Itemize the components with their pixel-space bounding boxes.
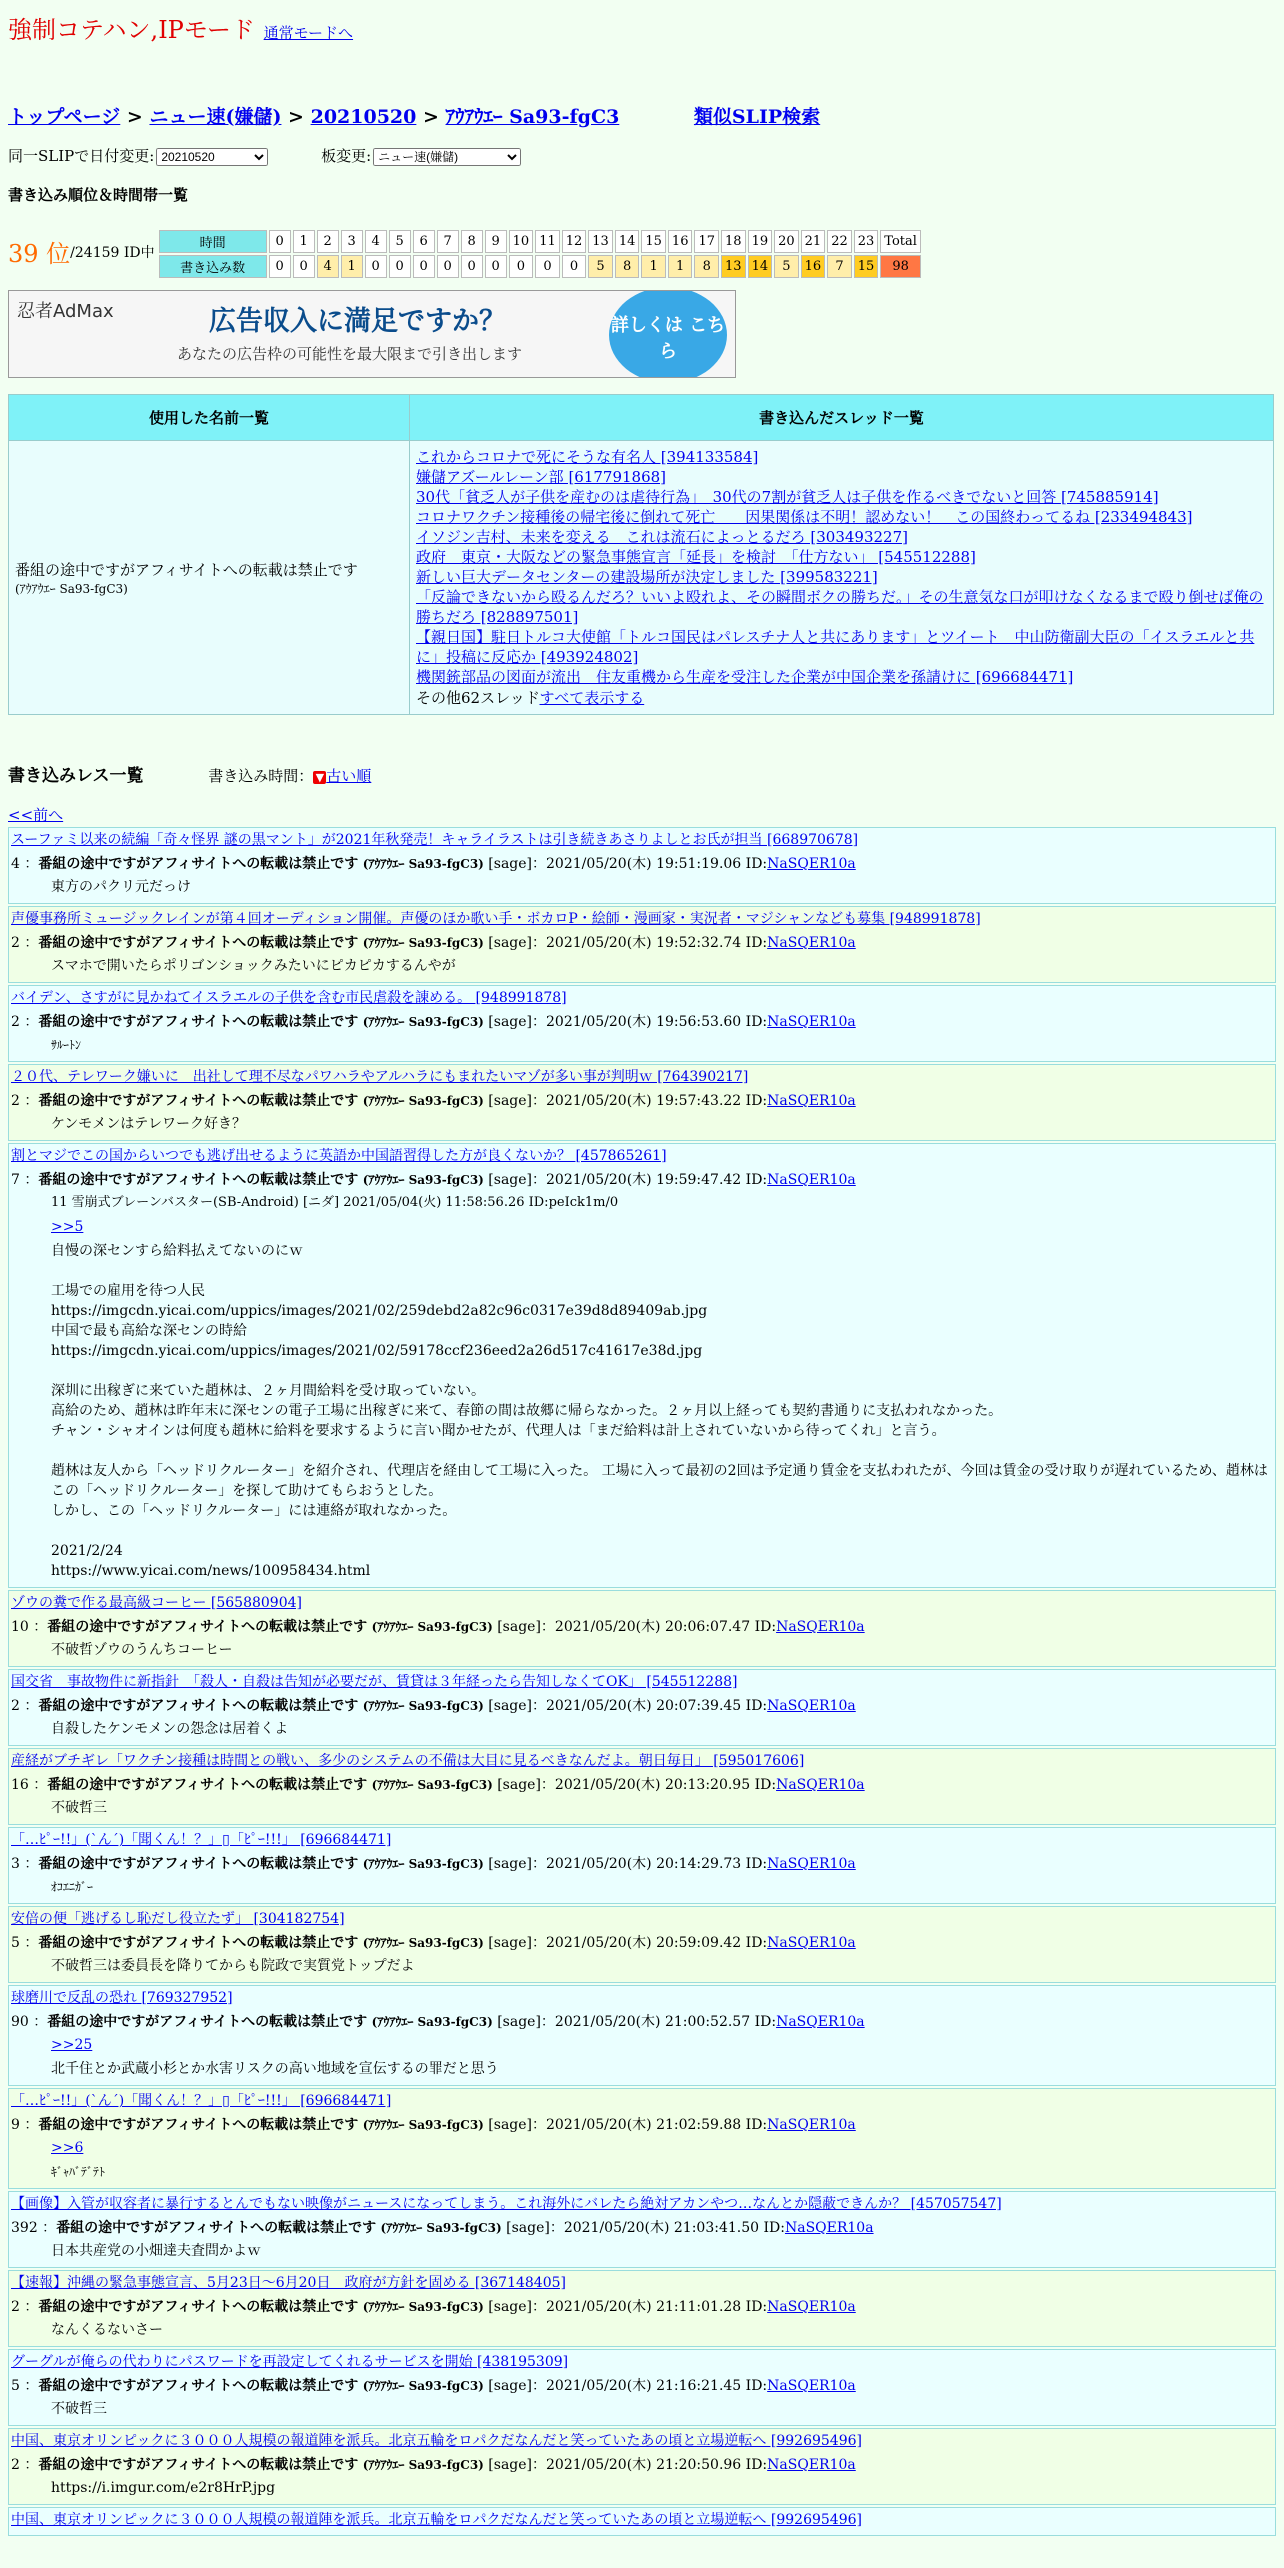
post-thread-link[interactable]: バイデン、さすがに見かねてイスラエルの子供を含む市民虐殺を諌める。 [948991878] <box>11 990 567 1006</box>
date-select[interactable] <box>156 148 268 166</box>
id-prefix: ID: <box>745 2457 768 2473</box>
post-body: 日本共産党の小畑達夫査問かよｗ <box>51 2243 261 2259</box>
post-time: 2021/05/20(木) 19:51:19.06 <box>546 856 742 872</box>
count-cell: 0 <box>535 255 560 278</box>
breadcrumb-top[interactable]: トップページ <box>8 106 121 128</box>
count-cell: 5 <box>588 255 613 278</box>
poster-id-link[interactable]: NaSQER10a <box>767 1014 856 1030</box>
post-item <box>8 906 1276 983</box>
id-prefix: ID: <box>745 2378 768 2394</box>
ad-brand: 忍者AdMax <box>17 301 114 322</box>
sage-tag: [sage] <box>506 2220 550 2236</box>
post-time: 2021/05/20(木) 21:16:21.45 <box>546 2378 742 2394</box>
post-meta: 392 ：番組の途中ですがアフィサイトへの転載は禁止です (ｱｳｱｳｴｰ Sa93-fgC3) [sage]：2021/05/20(木) 21:03:41.50 ID:NaSQER10a <box>11 2220 874 2236</box>
posts-header <box>8 761 1276 786</box>
post-thread-link[interactable]: 中国、東京オリンピックに３０００人規模の報道陣を派兵。北京五輪をロパクだなんだと笑っていたあの頃と立場逆転へ [992695496] <box>11 2433 862 2449</box>
hour-cell: 2 <box>317 230 339 253</box>
post-number: 2 <box>11 2299 20 2315</box>
thread-link[interactable]: これからコロナで死にそうな有名人 [394133584] <box>416 448 759 466</box>
hour-cell: 12 <box>562 230 587 253</box>
hour-cell: 20 <box>774 230 799 253</box>
post-number: 2 <box>11 2457 20 2473</box>
count-cell: 1 <box>668 255 693 278</box>
poster-name: 番組の途中ですがアフィサイトへの転載は禁止です <box>56 2220 377 2236</box>
id-prefix: ID: <box>745 1093 768 1109</box>
post-meta: 9 ：番組の途中ですがアフィサイトへの転載は禁止です (ｱｳｱｳｴｰ Sa93-fgC3) [sage]：2021/05/20(木) 21:02:59.88 ID:NaSQER10a <box>11 2117 856 2133</box>
poster-id-link[interactable]: NaSQER10a <box>767 856 856 872</box>
thread-list <box>416 447 1267 687</box>
post-item <box>8 2428 1276 2505</box>
poster-name: 番組の途中ですがアフィサイトへの転載は禁止です <box>38 935 359 951</box>
poster-name: 番組の途中ですがアフィサイトへの転載は禁止です <box>38 2117 359 2133</box>
poster-name: 番組の途中ですがアフィサイトへの転載は禁止です <box>47 2014 368 2030</box>
post-item <box>8 2349 1276 2426</box>
id-prefix: ID: <box>745 1014 768 1030</box>
count-cell: 15 <box>854 255 879 278</box>
post-body: 自殺したケンモメンの怨念は居着くよ <box>51 1721 289 1737</box>
hour-cell: 9 <box>485 230 507 253</box>
poster-trip: (ｱｳｱｳｴｰ Sa93-fgC3) <box>362 2118 484 2132</box>
sage-tag: [sage] <box>497 1619 541 1635</box>
post-thread-link[interactable]: 「…ﾋﾟｰ!!」(`ん´)「聞くん！？」▯「ﾋﾟｰ!!!」 [696684471] <box>11 2093 392 2109</box>
sage-tag: [sage] <box>488 1093 532 1109</box>
date-select-label: 同一SLIPで日付変更: <box>8 147 155 165</box>
post-thread-link[interactable]: グーグルが俺らの代わりにパスワードを再設定してくれるサービスを開始 [438195309] <box>11 2354 569 2370</box>
post-number: 2 <box>11 1014 20 1030</box>
id-prefix: ID: <box>745 1856 768 1872</box>
post-meta: 7 ：番組の途中ですがアフィサイトへの転載は禁止です (ｱｳｱｳｴｰ Sa93-fgC3) [sage]：2021/05/20(木) 19:59:47.42 ID:NaSQER10a <box>11 1172 856 1188</box>
hour-cell: 8 <box>461 230 483 253</box>
poster-trip: (ｱｳｱｳｴｰ Sa93-fgC3) <box>362 1173 484 1187</box>
id-prefix: ID: <box>763 2220 785 2236</box>
post-time: 2021/05/20(木) 21:03:41.50 <box>563 2220 760 2236</box>
names-col-header: 使用した名前一覧 <box>9 395 410 441</box>
hour-cell: 1 <box>293 230 315 253</box>
poster-name: 番組の途中ですがアフィサイトへの転載は禁止です <box>38 1014 359 1030</box>
post-meta: 10 ：番組の途中ですがアフィサイトへの転載は禁止です (ｱｳｱｳｴｰ Sa93-fgC3) [sage]：2021/05/20(木) 20:06:07.47 ID:NaSQER10a <box>11 1619 865 1635</box>
name-cell <box>9 441 410 715</box>
post-number: 9 <box>11 2117 20 2133</box>
poster-name: 番組の途中ですがアフィサイトへの転載は禁止です <box>47 1777 368 1793</box>
hour-cell: 19 <box>748 230 773 253</box>
post-thread-link[interactable]: 割とマジでこの国からいつでも逃げ出せるように英語か中国語習得した方が良くないか？ [457865261] <box>11 1148 667 1164</box>
poster-id-link[interactable]: NaSQER10a <box>767 2378 856 2394</box>
post-time: 2021/05/20(木) 21:02:59.88 <box>546 2117 742 2133</box>
poster-trip: (ｱｳｱｳｴｰ Sa93-fgC3) <box>362 1699 484 1713</box>
post-meta: 90 ：番組の途中ですがアフィサイトへの転載は禁止です (ｱｳｱｳｴｰ Sa93-fgC3) [sage]：2021/05/20(木) 21:00:52.57 ID:NaSQER10a <box>11 2014 865 2030</box>
poster-trip: (ｱｳｱｳｴｰ Sa93-fgC3) <box>362 936 484 950</box>
poster-name: 番組の途中ですがアフィサイトへの転載は禁止です <box>47 1619 368 1635</box>
post-item <box>8 1906 1276 1983</box>
poster-id-link[interactable]: NaSQER10a <box>767 2299 856 2315</box>
id-prefix: ID: <box>754 2014 777 2030</box>
post-number: 5 <box>11 1935 20 1951</box>
normal-mode-link[interactable]: 通常モードへ <box>263 24 354 42</box>
post-time: 2021/05/20(木) 20:06:07.47 <box>554 1619 751 1635</box>
hour-table <box>157 228 923 280</box>
post-time: 2021/05/20(木) 20:07:39.45 <box>546 1698 742 1714</box>
post-time: 2021/05/20(木) 21:20:50.96 <box>546 2457 742 2473</box>
sage-tag: [sage] <box>497 1777 541 1793</box>
mode-label: 強制コテハン,IPモード <box>8 16 255 44</box>
post-meta: 2 ：番組の途中ですがアフィサイトへの転載は禁止です (ｱｳｱｳｴｰ Sa93-fgC3) [sage]：2021/05/20(木) 19:57:43.22 ID:NaSQER10a <box>11 1093 856 1109</box>
post-body: 自慢の深センすら給料払えてないのにｗ 工場での雇用を待つ人民 https://imgcdn.yicai.com/uppics/images/2021/02/259debd2a82c96c0317e39d8d89409ab.jpg 中国で最も高給な深センの時給 https://imgcdn.yicai.com/uppics/images/2021/02/59178ccf236eed2a26d517c41617e38d.jpg 深圳に出稼ぎに来ていた趙林は、２ヶ月間給料を受け取っていない。 高給のため、趙林は昨年末に深センの電子工場に出稼ぎに来て、春節の間は故郷に帰らなかった。２ヶ月以上経っても契約書通りに支払われなかった。 チャン・シャオインは何度も趙林に給料を要求するように言い聞かせたが、代理人は「まだ給料は計上されていないから待ってくれ」と言う。 趙林は友人から「ヘッドリクルーター」を紹介され、代理店を経由して工場に入った。 工場に入って最初の2回は予定通り賃金を支払われたが、今回は賃金の受け取りが遅れているため、趙林はこの「ヘッドリクルーター」を探して助けてもらおうとした。 しかし、この「ヘッドリクルーター」には連絡が取れなかった。 2021/2/24 https://www.yicai.com/news/100958434.html <box>51 1243 1268 1579</box>
hour-cell: 6 <box>413 230 435 253</box>
count-cell: 0 <box>562 255 587 278</box>
poster-trip: (ｱｳｱｳｴｰ Sa93-fgC3) <box>362 2300 484 2314</box>
poster-id-link[interactable]: NaSQER10a <box>767 1093 856 1109</box>
prev-page-link[interactable]: <<前へ <box>8 806 64 824</box>
sage-tag: [sage] <box>488 856 532 872</box>
selectors <box>8 145 1276 166</box>
id-prefix: ID: <box>745 2117 768 2133</box>
post-time: 2021/05/20(木) 21:00:52.57 <box>554 2014 751 2030</box>
sage-tag: [sage] <box>488 1014 532 1030</box>
threads-cell <box>410 441 1274 715</box>
poster-id-link[interactable]: NaSQER10a <box>776 1777 865 1793</box>
post-thread-link[interactable]: 「…ﾋﾟｰ!!」(`ん´)「聞くん！？」▯「ﾋﾟｰ!!!」 [696684471] <box>11 1832 392 1848</box>
post-time: 2021/05/20(木) 19:59:47.42 <box>546 1172 742 1188</box>
count-cell: 4 <box>317 255 339 278</box>
post-time: 2021/05/20(木) 19:52:32.74 <box>546 935 742 951</box>
sage-tag: [sage] <box>488 2299 532 2315</box>
count-cell: 0 <box>437 255 459 278</box>
posts-title: 書き込みレス一覧 <box>8 766 144 786</box>
post-thread-link[interactable]: 産経がブチギレ「ワクチン接種は時間との戦い、多少のシステムの不備は大目に見るべきなんだよ。朝日毎日」 [595017606] <box>11 1753 805 1769</box>
id-prefix: ID: <box>745 1172 768 1188</box>
count-cell: 14 <box>748 255 773 278</box>
sage-tag: [sage] <box>488 2457 532 2473</box>
quoted-header: 11 雪崩式ブレーンバスター(SB-Android) [ニダ] 2021/05/04(火) 11:58:56.26 ID:peIck1m/0 <box>51 1195 619 1210</box>
poster-trip: (ｱｳｱｳｴｰ Sa93-fgC3) <box>362 2458 484 2472</box>
poster-name: 番組の途中ですがアフィサイトへの転載は禁止です <box>38 2299 359 2315</box>
id-prefix: ID: <box>745 856 768 872</box>
count-cell: 0 <box>293 255 315 278</box>
poster-name: 番組の途中ですがアフィサイトへの転載は禁止です <box>38 2378 359 2394</box>
ranking-row <box>8 230 1276 280</box>
post-meta: 3 ：番組の途中ですがアフィサイトへの転載は禁止です (ｱｳｱｳｴｰ Sa93-fgC3) [sage]：2021/05/20(木) 20:14:29.73 ID:NaSQER10a <box>11 1856 856 1872</box>
count-cell: 0 <box>365 255 387 278</box>
oldest-first-link[interactable]: 古い順 <box>326 767 372 785</box>
post-number: 2 <box>11 1093 20 1109</box>
id-prefix: ID: <box>754 1777 777 1793</box>
post-thread-link[interactable]: 国交省 事故物件に新指針 「殺人・自殺は告知が必要だが、賃貸は３年経ったら告知しなくてOK」 [545512288] <box>11 1674 738 1690</box>
hour-cell: 10 <box>509 230 534 253</box>
poster-id-link[interactable]: NaSQER10a <box>767 1935 856 1951</box>
used-name: 番組の途中ですがアフィサイトへの転載は禁止です <box>15 560 358 579</box>
count-label: 書き込み数 <box>159 255 267 278</box>
more-prefix: その他62スレッド <box>416 689 540 707</box>
post-thread-link[interactable]: 声優事務所ミュージックレインが第４回オーディション開催。声優のほか歌い手・ボカロP・絵師・漫画家・実況者・マジシャンなども募集 [948991878] <box>11 911 981 927</box>
poster-id-link[interactable]: NaSQER10a <box>776 2014 865 2030</box>
count-cell: 1 <box>641 255 666 278</box>
ad-cta[interactable]: 詳しくは こちら <box>609 290 727 378</box>
post-item <box>8 985 1276 1062</box>
time-order-label: 書き込み時間： <box>208 767 314 785</box>
poster-id-link[interactable]: NaSQER10a <box>767 1698 856 1714</box>
ad-banner[interactable] <box>8 290 736 378</box>
post-meta: 5 ：番組の途中ですがアフィサイトへの転載は禁止です (ｱｳｱｳｴｰ Sa93-fgC3) [sage]：2021/05/20(木) 20:59:09.42 ID:NaSQER10a <box>11 1935 856 1951</box>
id-prefix: ID: <box>745 1698 768 1714</box>
breadcrumb-date[interactable]: 20210520 <box>310 106 417 128</box>
post-time: 2021/05/20(木) 21:11:01.28 <box>546 2299 742 2315</box>
post-item <box>8 1064 1276 1141</box>
sort-down-icon: ▼ <box>313 771 326 784</box>
post-meta: 4 ：番組の途中ですがアフィサイトへの転載は禁止です (ｱｳｱｳｴｰ Sa93-fgC3) [sage]：2021/05/20(木) 19:51:19.06 ID:NaSQER10a <box>11 856 856 872</box>
ad-tagline: あなたの広告枠の可能性を最大限まで引き出します <box>177 345 523 363</box>
count-cell: 5 <box>774 255 799 278</box>
poster-trip: (ｱｳｱｳｴｰ Sa93-fgC3) <box>362 1936 484 1950</box>
post-body: https://i.imgur.com/e2r8HrP.jpg <box>51 2480 276 2496</box>
count-cell: 7 <box>827 255 852 278</box>
ranking-title: 書き込み順位＆時間帯一覧 <box>8 186 189 204</box>
post-body: なんくるないさー <box>51 2322 163 2338</box>
hour-cell: 16 <box>668 230 693 253</box>
hour-cell: 23 <box>854 230 879 253</box>
board-select-label: 板変更: <box>321 147 372 165</box>
post-thread-link[interactable]: スーファミ以来の続編「奇々怪界 謎の黒マント」が2021年秋発売！キャライラストは引き続きあさりよしとお氏が担当 [668970678] <box>11 832 859 848</box>
poster-trip: (ｱｳｱｳｴｰ Sa93-fgC3) <box>371 1778 493 1792</box>
thread-link[interactable]: コロナワクチン接種後の帰宅後に倒れて死亡 因果関係は不明！認めない！ この国終わってるね [233494843] <box>416 508 1193 526</box>
poster-name: 番組の途中ですがアフィサイトへの転載は禁止です <box>38 1093 359 1109</box>
post-number: 90 <box>11 2014 29 2030</box>
poster-trip: (ｱｳｱｳｴｰ Sa93-fgC3) <box>371 1620 493 1634</box>
hour-cell: 3 <box>341 230 363 253</box>
hour-cell: Total <box>880 230 921 253</box>
poster-id-link[interactable]: NaSQER10a <box>767 1856 856 1872</box>
post-item <box>8 827 1276 904</box>
breadcrumb-sep: > <box>281 106 311 128</box>
hour-cell: 15 <box>641 230 666 253</box>
hour-cell: 18 <box>721 230 746 253</box>
post-body: ｵｺｴﾆｶﾞｰ <box>51 1880 94 1894</box>
id-prefix: ID: <box>754 1619 777 1635</box>
post-body: 不破哲三 <box>51 2401 107 2417</box>
poster-id-link[interactable]: NaSQER10a <box>776 1619 865 1635</box>
thread-link[interactable]: 嫌儲アズールレーン部 [617791868] <box>416 468 667 486</box>
hour-cell: 7 <box>437 230 459 253</box>
post-body: ｻﾙｰﾄﾝ <box>51 1038 82 1052</box>
thread-link[interactable]: 政府 東京・大阪などの緊急事態宣言「延長」を検討 「仕方ない」 [545512288] <box>416 548 976 566</box>
post-body: 不破哲ゾウのうんちコーヒー <box>51 1642 233 1658</box>
count-cell: 0 <box>509 255 534 278</box>
post-thread-link[interactable]: 球磨川で反乱の恐れ [769327952] <box>11 1990 233 2006</box>
post-number: 16 <box>11 1777 29 1793</box>
breadcrumb <box>8 102 1276 129</box>
show-all-link[interactable]: すべて表示する <box>539 689 645 707</box>
breadcrumb-sep: > <box>416 106 446 128</box>
thread-link[interactable]: 「反論できないから殴るんだろ？いいよ殴れよ、その瞬間ボクの勝ちだ。」その生意気な口が叩けなくなるまで殴り倒せば俺の勝ちだろ [828897501] <box>416 588 1264 626</box>
post-item <box>8 1590 1276 1667</box>
reply-anchor-link[interactable]: >>6 <box>51 2140 84 2156</box>
rank-value: 39 位 <box>8 240 71 268</box>
poster-trip: (ｱｳｱｳｴｰ Sa93-fgC3) <box>362 1857 484 1871</box>
more-threads <box>416 687 1267 708</box>
count-cell: 8 <box>615 255 640 278</box>
sage-tag: [sage] <box>488 1172 532 1188</box>
poster-id-link[interactable]: NaSQER10a <box>767 1172 856 1188</box>
id-prefix: ID: <box>745 1935 768 1951</box>
breadcrumb-sep: > <box>120 106 150 128</box>
post-body: スマホで開いたらポリゴンショックみたいにピカピカするんやが <box>51 958 456 974</box>
hour-label: 時間 <box>159 230 267 253</box>
poster-id-link[interactable]: NaSQER10a <box>784 2220 874 2236</box>
post-number: 3 <box>11 1856 20 1872</box>
post-item <box>8 1827 1276 1904</box>
hour-cell: 4 <box>365 230 387 253</box>
id-prefix: ID: <box>745 935 768 951</box>
post-item <box>8 1985 1276 2086</box>
post-body: 不破哲三は委員長を降りてからも院政で実質党トップだよ <box>51 1958 415 1974</box>
sage-tag: [sage] <box>488 935 532 951</box>
posts-list <box>8 827 1276 2536</box>
reply-anchor-link[interactable]: >>25 <box>51 2037 93 2053</box>
thread-link[interactable]: 機関銃部品の図面が流出 住友重機から生産を受注した企業が中国企業を孫請けに [696684471] <box>416 668 1074 686</box>
thread-link[interactable]: 30代「貧乏人が子供を産むのは虐待行為」 30代の7割が貧乏人は子供を作るべきでないと回答 [745885914] <box>416 488 1159 506</box>
reply-anchor-link[interactable]: >>5 <box>51 1219 84 1235</box>
post-item <box>8 1748 1276 1825</box>
post-body: ケンモメンはテレワーク好き？ <box>51 1116 247 1132</box>
hour-cell: 13 <box>588 230 613 253</box>
post-meta: 2 ：番組の途中ですがアフィサイトへの転載は禁止です (ｱｳｱｳｴｰ Sa93-fgC3) [sage]：2021/05/20(木) 20:07:39.45 ID:NaSQER10a <box>11 1698 856 1714</box>
post-time: 2021/05/20(木) 20:14:29.73 <box>546 1856 742 1872</box>
post-thread-link[interactable]: ゾウの糞で作る最高級コーヒー [565880904] <box>11 1595 302 1611</box>
post-thread-link[interactable]: 【画像】入管が収容者に暴行するとんでもない映像がニュースになってしまう。これ海外にバレたら絶対アカンやつ…なんとか隠蔽できんか？ [457057547] <box>11 2196 1002 2212</box>
used-name-sub: (ｱｳｱｳｴｰ Sa93-fgC3) <box>15 581 128 596</box>
poster-id-link[interactable]: NaSQER10a <box>767 2457 856 2473</box>
poster-trip: (ｱｳｱｳｴｰ Sa93-fgC3) <box>380 2221 502 2235</box>
sage-tag: [sage] <box>488 1856 532 1872</box>
hour-cell: 17 <box>694 230 719 253</box>
names-table <box>8 394 1274 715</box>
sage-tag: [sage] <box>488 2117 532 2133</box>
poster-id-link[interactable]: NaSQER10a <box>767 2117 856 2133</box>
count-cell: 13 <box>721 255 746 278</box>
post-thread-link[interactable]: 中国、東京オリンピックに３０００人規模の報道陣を派兵。北京五輪をロパクだなんだと笑っていたあの頃と立場逆転へ [992695496] <box>11 2512 862 2528</box>
sage-tag: [sage] <box>488 1698 532 1714</box>
post-number: 2 <box>11 1698 20 1714</box>
post-body: 東方のパクリ元だっけ <box>51 879 191 895</box>
post-meta: 16 ：番組の途中ですがアフィサイトへの転載は禁止です (ｱｳｱｳｴｰ Sa93-fgC3) [sage]：2021/05/20(木) 20:13:20.95 ID:NaSQER10a <box>11 1777 865 1793</box>
poster-id-link[interactable]: NaSQER10a <box>767 935 856 951</box>
sage-tag: [sage] <box>488 1935 532 1951</box>
sage-tag: [sage] <box>488 2378 532 2394</box>
post-number: 7 <box>11 1172 20 1188</box>
post-thread-link[interactable]: 【速報】沖縄の緊急事態宣言、5月23日～6月20日 政府が方針を固める [367148405] <box>11 2275 566 2291</box>
count-cell: 0 <box>485 255 507 278</box>
post-number: 4 <box>11 856 20 872</box>
post-time: 2021/05/20(木) 19:56:53.60 <box>546 1014 742 1030</box>
post-item <box>8 1669 1276 1746</box>
breadcrumb-board[interactable]: ニュー速(嫌儲) <box>149 106 282 128</box>
mode-line <box>8 10 1276 50</box>
board-select[interactable] <box>373 148 521 166</box>
post-thread-link[interactable]: ２０代、テレワーク嫌いに 出社して理不尽なパワハラやアルハラにもまれたいマゾが多い事が判明ｗ [764390217] <box>11 1069 749 1085</box>
post-number: 392 <box>11 2220 38 2236</box>
id-prefix: ID: <box>745 2299 768 2315</box>
poster-name: 番組の途中ですがアフィサイトへの転載は禁止です <box>38 2457 359 2473</box>
post-meta: 2 ：番組の途中ですがアフィサイトへの転載は禁止です (ｱｳｱｳｴｰ Sa93-fgC3) [sage]：2021/05/20(木) 21:11:01.28 ID:NaSQER10a <box>11 2299 856 2315</box>
thread-link[interactable]: 【親日国】駐日トルコ大使館「トルコ国民はパレスチナ人と共にあります」とツイート 中山防衛副大臣の「イスラエルと共に」投稿に反応か [493924802] <box>416 628 1255 666</box>
post-thread-link[interactable]: 安倍の便「逃げるし恥だし役立たず」 [304182754] <box>11 1911 345 1927</box>
post-time: 2021/05/20(木) 19:57:43.22 <box>546 1093 742 1109</box>
post-meta: 2 ：番組の途中ですがアフィサイトへの転載は禁止です (ｱｳｱｳｴｰ Sa93-fgC3) [sage]：2021/05/20(木) 19:52:32.74 ID:NaSQER10a <box>11 935 856 951</box>
post-number: 5 <box>11 2378 20 2394</box>
post-time: 2021/05/20(木) 20:13:20.95 <box>554 1777 751 1793</box>
poster-trip: (ｱｳｱｳｴｰ Sa93-fgC3) <box>371 2015 493 2029</box>
post-item <box>8 2507 1276 2536</box>
breadcrumb-slip[interactable]: ｱｳｱｳｴｰ Sa93-fgC3 <box>445 106 620 128</box>
count-cell: 1 <box>341 255 363 278</box>
similar-slip-link[interactable]: 類似SLIP検索 <box>693 106 821 128</box>
hour-cell: 11 <box>535 230 560 253</box>
poster-name: 番組の途中ですがアフィサイトへの転載は禁止です <box>38 856 359 872</box>
count-cell: 98 <box>880 255 921 278</box>
post-meta: 2 ：番組の途中ですがアフィサイトへの転載は禁止です (ｱｳｱｳｴｰ Sa93-fgC3) [sage]：2021/05/20(木) 19:56:53.60 ID:NaSQER10a <box>11 1014 856 1030</box>
hour-cell: 14 <box>615 230 640 253</box>
post-meta: 2 ：番組の途中ですがアフィサイトへの転載は禁止です (ｱｳｱｳｴｰ Sa93-fgC3) [sage]：2021/05/20(木) 21:20:50.96 ID:NaSQER10a <box>11 2457 856 2473</box>
post-number: 10 <box>11 1619 29 1635</box>
post-item <box>8 2191 1276 2268</box>
poster-name: 番組の途中ですがアフィサイトへの転載は禁止です <box>38 1935 359 1951</box>
count-cell: 0 <box>389 255 411 278</box>
poster-name: 番組の途中ですがアフィサイトへの転載は禁止です <box>38 1856 359 1872</box>
post-body: ｷﾞｬﾊﾞﾃﾞﾃﾄ <box>51 2165 106 2179</box>
sage-tag: [sage] <box>497 2014 541 2030</box>
hour-cell: 22 <box>827 230 852 253</box>
poster-trip: (ｱｳｱｳｴｰ Sa93-fgC3) <box>362 857 484 871</box>
count-cell: 8 <box>694 255 719 278</box>
post-body: 北千住とか武蔵小杉とか水害リスクの高い地域を宣伝するの罪だと思う <box>51 2061 499 2077</box>
threads-col-header: 書き込んだスレッド一覧 <box>410 395 1274 441</box>
hour-cell: 21 <box>801 230 826 253</box>
count-cell: 16 <box>801 255 826 278</box>
thread-link[interactable]: イソジン吉村、未来を変える これは流石によっとるだろ [303493227] <box>416 528 908 546</box>
count-cell: 0 <box>269 255 291 278</box>
post-number: 2 <box>11 935 20 951</box>
ad-headline: 広告収入に満足ですか？ <box>209 306 506 337</box>
poster-name: 番組の途中ですがアフィサイトへの転載は禁止です <box>38 1698 359 1714</box>
post-meta: 5 ：番組の途中ですがアフィサイトへの転載は禁止です (ｱｳｱｳｴｰ Sa93-fgC3) [sage]：2021/05/20(木) 21:16:21.45 ID:NaSQER10a <box>11 2378 856 2394</box>
post-body: 不破哲三 <box>51 1800 107 1816</box>
post-item <box>8 1143 1276 1588</box>
post-item <box>8 2270 1276 2347</box>
hour-cell: 5 <box>389 230 411 253</box>
count-cell: 0 <box>413 255 435 278</box>
poster-trip: (ｱｳｱｳｴｰ Sa93-fgC3) <box>362 1015 484 1029</box>
post-item <box>8 2088 1276 2189</box>
thread-link[interactable]: 新しい巨大データセンターの建設場所が決定しました [399583221] <box>416 568 878 586</box>
rank-total: /24159 ID中 <box>70 245 155 261</box>
poster-name: 番組の途中ですがアフィサイトへの転載は禁止です <box>38 1172 359 1188</box>
count-cell: 0 <box>461 255 483 278</box>
poster-trip: (ｱｳｱｳｴｰ Sa93-fgC3) <box>362 1094 484 1108</box>
poster-trip: (ｱｳｱｳｴｰ Sa93-fgC3) <box>362 2379 484 2393</box>
hour-cell: 0 <box>269 230 291 253</box>
post-time: 2021/05/20(木) 20:59:09.42 <box>546 1935 742 1951</box>
